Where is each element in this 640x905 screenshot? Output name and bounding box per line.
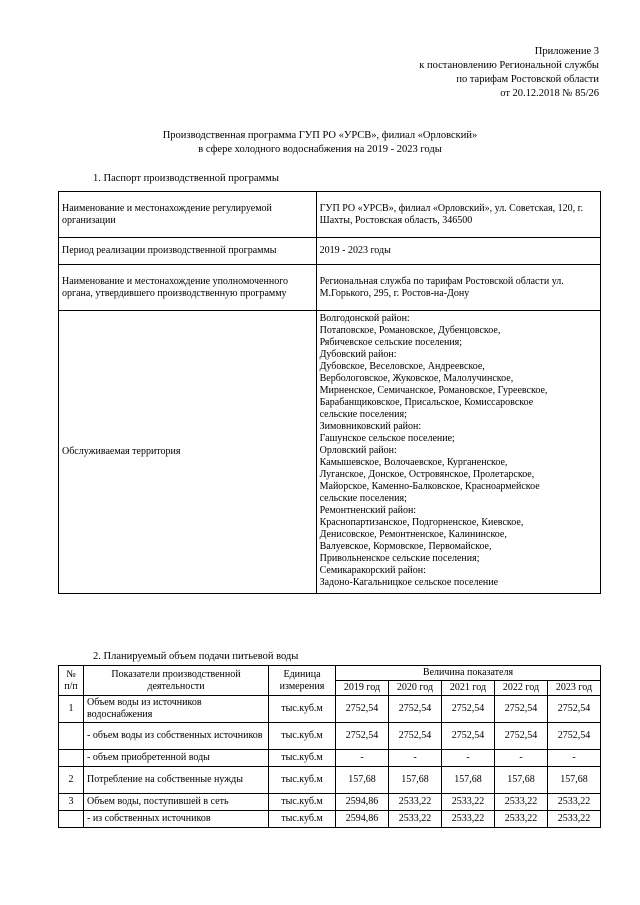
- cell-unit: тыс.куб.м: [269, 750, 336, 767]
- cell-unit: тыс.куб.м: [269, 767, 336, 794]
- cell-value: 2752,54: [336, 723, 389, 750]
- cell-indicator: Объем воды, поступившей в сеть: [84, 794, 269, 811]
- cell-number: [59, 811, 84, 828]
- cell-indicator: Потребление на собственные нужды: [84, 767, 269, 794]
- territory-line: сельские поселения;: [319, 409, 407, 420]
- cell-number: [59, 750, 84, 767]
- cell-value: 2752,54: [548, 723, 601, 750]
- appendix-header: [419, 45, 599, 101]
- cell-unit: тыс.куб.м: [269, 696, 336, 723]
- cell-number: 1: [59, 696, 84, 723]
- territory-line: Дубовский район:: [319, 349, 397, 360]
- table-cell-label: Наименование и местонахождение уполномоченного органа, утвердившего производственную программу: [59, 265, 317, 311]
- cell-value: 2752,54: [389, 696, 442, 723]
- table-row: [59, 767, 601, 794]
- territory-line: Мирненское, Семичанское, Романовское, Гуреевское,: [319, 385, 548, 396]
- appendix-line: от 20.12.2018 № 85/26: [500, 88, 599, 99]
- cell-value: 157,68: [495, 767, 548, 794]
- col-header-year: 2021 год: [442, 681, 495, 696]
- territory-line: Дубовское, Веселовское, Андреевское,: [319, 361, 485, 372]
- table-cell-value: Региональная служба по тарифам Ростовской области ул. М.Горького, 295, г. Ростов-на-Дону: [316, 265, 600, 311]
- table-row: [59, 750, 601, 767]
- table-header-row: [59, 666, 601, 681]
- title-line: в сфере холодного водоснабжения на 2019 - 2023 годы: [198, 144, 442, 155]
- appendix-line: по тарифам Ростовской области: [456, 74, 599, 85]
- section-2-heading: 2. Планируемый объем подачи питьевой воды: [93, 651, 299, 662]
- cell-value: 2752,54: [495, 723, 548, 750]
- territory-line: Привольненское сельские поселения;: [319, 553, 480, 564]
- cell-unit: тыс.куб.м: [269, 723, 336, 750]
- table-row: [59, 723, 601, 750]
- table-row: [59, 265, 601, 311]
- table-row: [59, 192, 601, 238]
- territory-line: Луганское, Донское, Островянское, Пролетарское,: [319, 469, 535, 480]
- cell-value: -: [495, 750, 548, 767]
- cell-value: 2752,54: [548, 696, 601, 723]
- territory-line: сельские поселения;: [319, 493, 407, 504]
- table-row: [59, 238, 601, 265]
- territory-line: Вербологовское, Жуковское, Малолучинское,: [319, 373, 514, 384]
- cell-value: 2533,22: [548, 794, 601, 811]
- cell-value: 157,68: [336, 767, 389, 794]
- cell-value: 2533,22: [442, 811, 495, 828]
- territory-line: Потаповское, Романовское, Дубенцовское,: [319, 325, 501, 336]
- cell-value: 157,68: [548, 767, 601, 794]
- col-header-year: 2020 год: [389, 681, 442, 696]
- cell-value: 2752,54: [389, 723, 442, 750]
- territory-line: Задоно-Кагальницкое сельское поселение: [319, 577, 499, 588]
- col-header-number: № п/п: [59, 666, 84, 696]
- section-1-heading: 1. Паспорт производственной программы: [93, 173, 279, 184]
- appendix-line: Приложение 3: [534, 46, 599, 57]
- document-title: [0, 129, 640, 157]
- table-row: [59, 811, 601, 828]
- table-cell-value: ГУП РО «УРСВ», филиал «Орловский», ул. Советская, 120, г. Шахты, Ростовская область, 346500: [316, 192, 600, 238]
- table-row: [59, 311, 601, 594]
- cell-value: -: [389, 750, 442, 767]
- table-row: [59, 696, 601, 723]
- table-cell-label: Период реализации производственной программы: [59, 238, 317, 265]
- territory-line: Орловский район:: [319, 445, 397, 456]
- table-row: [59, 794, 601, 811]
- appendix-line: к постановлению Региональной службы: [419, 60, 599, 71]
- territory-line: Барабанщиковское, Присальское, Комиссаровское: [319, 397, 534, 408]
- territory-line: Майорское, Каменно-Балковское, Красноармейское: [319, 481, 540, 492]
- cell-number: 3: [59, 794, 84, 811]
- col-header-year: 2019 год: [336, 681, 389, 696]
- cell-indicator: - объем воды из собственных источников: [84, 723, 269, 750]
- col-header-value-group: Величина показателя: [336, 666, 601, 681]
- cell-unit: тыс.куб.м: [269, 811, 336, 828]
- cell-value: 2533,22: [389, 794, 442, 811]
- col-header-year: 2023 год: [548, 681, 601, 696]
- territory-line: Волгодонской район:: [319, 313, 410, 324]
- table-cell-label: Наименование и местонахождение регулируемой организации: [59, 192, 317, 238]
- cell-number: [59, 723, 84, 750]
- cell-indicator: - объем приобретенной воды: [84, 750, 269, 767]
- cell-value: 2752,54: [336, 696, 389, 723]
- cell-indicator: Объем воды из источников водоснабжения: [84, 696, 269, 723]
- territory-line: Камышевское, Волочаевское, Курганенское,: [319, 457, 508, 468]
- territory-line: Зимовниковский район:: [319, 421, 422, 432]
- territory-line: Краснопартизанское, Подгорненское, Киевское,: [319, 517, 524, 528]
- title-line: Производственная программа ГУП РО «УРСВ», филиал «Орловский»: [162, 130, 478, 141]
- cell-value: 157,68: [389, 767, 442, 794]
- territory-line: Валуевское, Кормовское, Первомайское,: [319, 541, 492, 552]
- col-header-unit: Единица измерения: [269, 666, 336, 696]
- cell-value: 2752,54: [442, 696, 495, 723]
- territory-list: [316, 311, 600, 594]
- territory-line: Ремонтненский район:: [319, 505, 417, 516]
- cell-value: -: [442, 750, 495, 767]
- cell-value: -: [336, 750, 389, 767]
- col-header-year: 2022 год: [495, 681, 548, 696]
- cell-value: 2533,22: [389, 811, 442, 828]
- territory-line: Рябичевское сельские поселения;: [319, 337, 463, 348]
- cell-value: 2752,54: [442, 723, 495, 750]
- cell-value: 2594,86: [336, 811, 389, 828]
- territory-line: Семикаракорский район:: [319, 565, 426, 576]
- col-header-indicator: Показатели производственной деятельности: [84, 666, 269, 696]
- cell-value: 2752,54: [495, 696, 548, 723]
- water-volume-table: [58, 665, 601, 828]
- passport-table: [58, 191, 601, 594]
- cell-indicator: - из собственных источников: [84, 811, 269, 828]
- cell-number: 2: [59, 767, 84, 794]
- cell-unit: тыс.куб.м: [269, 794, 336, 811]
- territory-label: Обслуживаемая территория: [59, 311, 317, 594]
- cell-value: 2533,22: [548, 811, 601, 828]
- cell-value: -: [548, 750, 601, 767]
- cell-value: 2533,22: [442, 794, 495, 811]
- territory-line: Гашунское сельское поселение;: [319, 433, 455, 444]
- cell-value: 2533,22: [495, 811, 548, 828]
- table-cell-value: 2019 - 2023 годы: [316, 238, 600, 265]
- cell-value: 157,68: [442, 767, 495, 794]
- territory-line: Денисовское, Ремонтненское, Калининское,: [319, 529, 507, 540]
- cell-value: 2533,22: [495, 794, 548, 811]
- cell-value: 2594,86: [336, 794, 389, 811]
